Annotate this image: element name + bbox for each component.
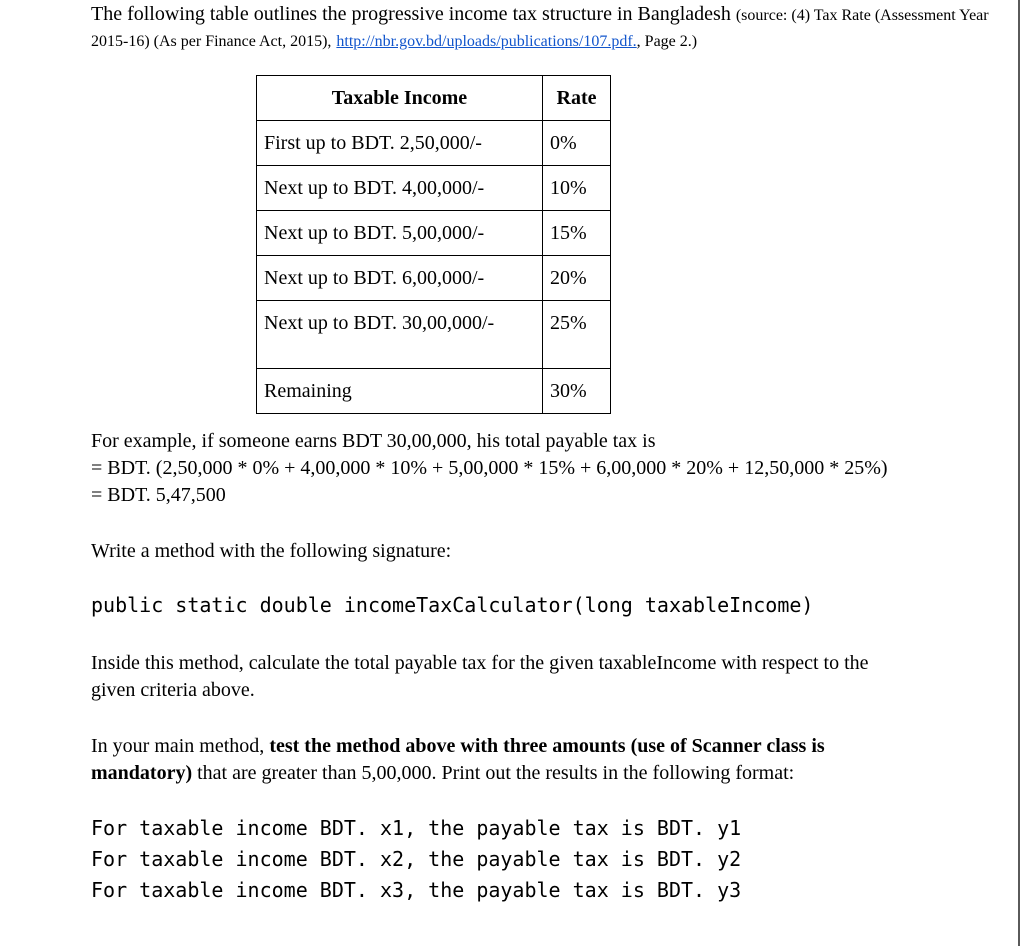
- rate-cell: 25%: [543, 301, 611, 369]
- output-line: For taxable income BDT. x3, the payable tax is BDT. y3: [91, 878, 742, 902]
- main-instr-suffix: that are greater than 5,00,000. Print out the results in the following format:: [192, 762, 795, 784]
- output-line: For taxable income BDT. x1, the payable tax is BDT. y1: [91, 816, 742, 840]
- income-cell: Next up to BDT. 4,00,000/-: [257, 166, 543, 211]
- intro-main-text: The following table outlines the progressive income tax structure in Bangladesh: [91, 3, 731, 25]
- table-row: [257, 256, 611, 301]
- method-signature-code: public static double incomeTaxCalculator(long taxableIncome): [91, 593, 814, 617]
- output-format-code: [91, 813, 741, 906]
- intro-source-text: (source: (4) Tax Rate (Assessment Year 2015-16) (As per Finance Act, 2015),: [91, 7, 989, 50]
- table-header-row: [257, 76, 611, 121]
- income-cell: Next up to BDT. 6,00,000/-: [257, 256, 543, 301]
- method-instructions: Inside this method, calculate the total payable tax for the given taxableIncome with respect to the given criteria above.: [91, 652, 869, 701]
- rate-cell: 10%: [543, 166, 611, 211]
- rate-cell: 15%: [543, 211, 611, 256]
- table-row: [257, 369, 611, 414]
- income-cell: Next up to BDT. 5,00,000/-: [257, 211, 543, 256]
- main-instr-bold: test the method above with three amounts (use of Scanner class is mandatory): [91, 735, 825, 784]
- intro-tail-text: , Page 2.): [636, 33, 698, 50]
- example-line: For example, if someone earns BDT 30,00,000, his total payable tax is: [91, 430, 656, 452]
- intro-paragraph: [91, 2, 991, 54]
- header-taxable-income: Taxable Income: [257, 76, 543, 121]
- example-line: = BDT. 5,47,500: [91, 484, 226, 506]
- income-cell: First up to BDT. 2,50,000/-: [257, 121, 543, 166]
- task-prompt: Write a method with the following signature:: [91, 540, 452, 562]
- rate-cell: 20%: [543, 256, 611, 301]
- table-row: [257, 301, 611, 369]
- rate-cell: 0%: [543, 121, 611, 166]
- page-edge-border: [1018, 0, 1020, 946]
- source-link[interactable]: http://nbr.gov.bd/uploads/publications/107.pdf.: [336, 33, 637, 50]
- tax-rate-table: [256, 75, 611, 414]
- table-row: [257, 121, 611, 166]
- main-method-instructions: [91, 733, 891, 787]
- income-cell: Next up to BDT. 30,00,000/-: [257, 301, 543, 369]
- main-instr-prefix: In your main method,: [91, 735, 270, 757]
- table-row: [257, 211, 611, 256]
- rate-cell: 30%: [543, 369, 611, 414]
- output-line: For taxable income BDT. x2, the payable tax is BDT. y2: [91, 847, 742, 871]
- income-cell: Remaining: [257, 369, 543, 414]
- example-calculation: [91, 428, 888, 509]
- example-line: = BDT. (2,50,000 * 0% + 4,00,000 * 10% + 5,00,000 * 15% + 6,00,000 * 20% + 12,50,000 * 25%): [91, 457, 888, 479]
- header-rate: Rate: [543, 76, 611, 121]
- table-row: [257, 166, 611, 211]
